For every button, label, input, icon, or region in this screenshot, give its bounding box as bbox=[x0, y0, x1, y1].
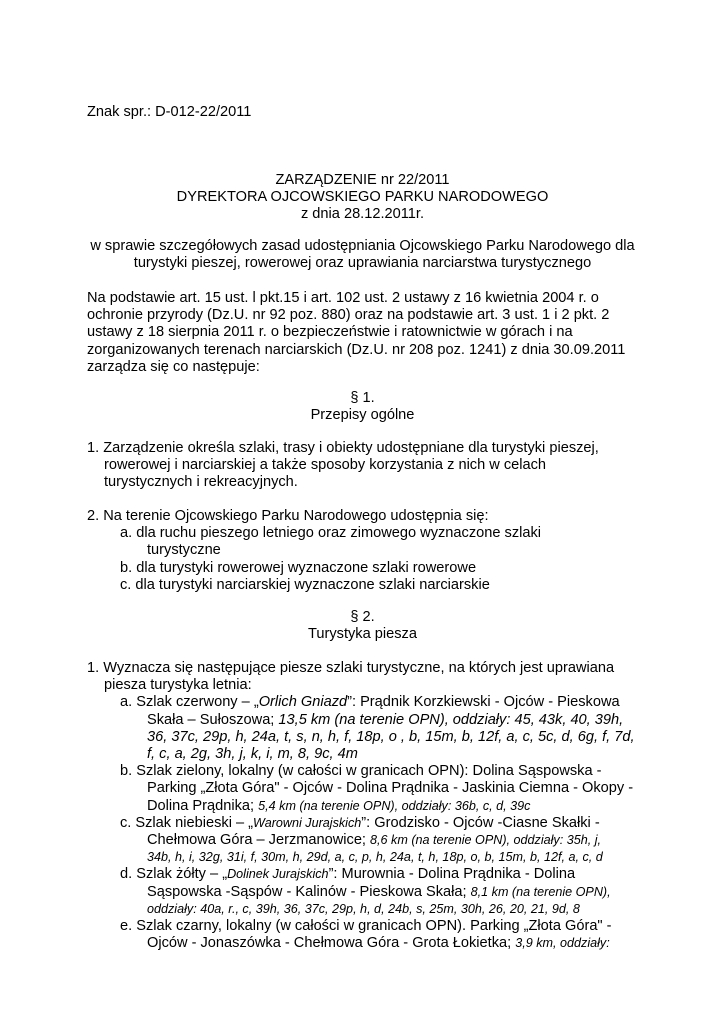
paragraph-line: zarządza się co następuje: bbox=[87, 358, 260, 375]
ordinance-date: z dnia 28.12.2011r. bbox=[300, 206, 425, 223]
trail-name: Warowni Jurajskich bbox=[253, 815, 362, 830]
trail-text: a. Szlak czerwony – „ bbox=[120, 694, 259, 711]
section-1-point-1 bbox=[87, 440, 647, 492]
section-title: Turystyka piesza bbox=[308, 626, 417, 643]
subject-line: w sprawie szczegółowych zasad udostępniania Ojcowskiego Parku Narodowego dla bbox=[90, 238, 635, 254]
trail-a-line bbox=[87, 712, 647, 729]
trail-d bbox=[87, 866, 647, 883]
legal-basis-paragraph bbox=[87, 290, 647, 376]
ordinance-subject bbox=[0, 238, 725, 272]
trail-e-line bbox=[87, 935, 647, 952]
paragraph-line: ochronie przyrody (Dz.U. nr 92 poz. 880) oraz na podstawie art. 3 ust. 1 i 2 pkt. 2 bbox=[87, 307, 610, 324]
trail-b-line bbox=[87, 798, 647, 815]
trail-c bbox=[87, 815, 647, 832]
section-1-heading bbox=[0, 390, 725, 424]
trail-d-line bbox=[87, 884, 647, 901]
list-item-line: piesza turystyka letnia: bbox=[104, 677, 252, 694]
trail-text: ”: Murownia - Dolina Prądnika - Dolina bbox=[328, 866, 576, 883]
trail-text: ”: Prądnik Korzkiewski - Ojców - Pieskowa bbox=[347, 694, 620, 711]
paragraph-line: zorganizowanych terenach narciarskich (Dz.U. nr 208 poz. 1241) z dnia 30.09.2011 bbox=[87, 341, 626, 358]
trail-name: Orlich Gniazd bbox=[258, 694, 348, 711]
trail-text: ”: Grodzisko - Ojców -Ciasne Skałki - bbox=[361, 814, 600, 831]
list-item-line: 1. Zarządzenie określa szlaki, trasy i obiekty udostępniane dla turystyki pieszej, bbox=[87, 440, 599, 456]
trail-details: 5,4 km (na terenie OPN), oddziały: 36b, c, d, 39c bbox=[258, 798, 531, 813]
list-item-line: rowerowej i narciarskiej a także sposoby korzystania z nich w celach bbox=[104, 457, 547, 474]
subject-line: turystyki pieszej, rowerowej oraz uprawiania narciarstwa turystycznego bbox=[133, 255, 592, 272]
sub-item-line: turystyczne bbox=[147, 542, 221, 559]
ordinance-header bbox=[0, 172, 725, 224]
section-title: Przepisy ogólne bbox=[310, 407, 415, 424]
section-mark: § 1. bbox=[350, 390, 375, 406]
trail-details: 34b, h, i, 32g, 31i, f, 30m, h, 29d, a, c, p, h, 24a, t, h, 18p, o, b, 15m, b, 12f, a, c, d bbox=[147, 850, 603, 865]
sub-item-line: a. dla ruchu pieszego letniego oraz zimowego wyznaczone szlaki bbox=[120, 525, 542, 542]
list-item-line: turystycznych i rekreacyjnych. bbox=[104, 474, 298, 491]
trail-c-line bbox=[87, 832, 647, 849]
trail-details: 13,5 km (na terenie OPN), oddziały: 45, 43k, 40, 39h, bbox=[278, 711, 624, 728]
trail-e: e. Szlak czarny, lokalny (w całości w granicach OPN). Parking „Złota Góra" - bbox=[120, 918, 612, 935]
section-1-point-2 bbox=[87, 508, 647, 594]
list-item-line: 1. Wyznacza się następujące piesze szlaki turystyczne, na których jest uprawiana bbox=[87, 660, 615, 676]
ordinance-title: ZARZĄDZENIE nr 22/2011 bbox=[275, 172, 450, 188]
trail-name: Dolinek Jurajskich bbox=[227, 867, 329, 882]
section-2-point-1 bbox=[87, 660, 647, 952]
trail-text: c. Szlak niebieski – „ bbox=[120, 814, 254, 831]
trail-text: d. Szlak żółty – „ bbox=[120, 866, 228, 883]
section-mark: § 2. bbox=[350, 609, 375, 625]
list-item-line: 2. Na terenie Ojcowskiego Parku Narodowego udostępnia się: bbox=[87, 508, 489, 524]
trail-text: Chełmowa Góra – Jerzmanowice; bbox=[147, 832, 371, 849]
trail-details: f, c, a, 2g, 3h, j, k, i, m, 8, 9c, 4m bbox=[147, 746, 358, 763]
trail-details: 36, 37c, 29p, h, 24a, t, s, n, h, f, 18p, o , b, 15m, b, 12f, a, c, 5c, d, 6g, f, 7d, bbox=[147, 728, 635, 745]
sub-item-line: c. dla turystyki narciarskiej wyznaczone szlaki narciarskie bbox=[120, 576, 490, 593]
issuer-name: DYREKTORA OJCOWSKIEGO PARKU NARODOWEGO bbox=[176, 189, 549, 206]
trail-details: oddziały: 40a, r., c, 39h, 36, 37c, 29p, h, d, 24b, s, 25m, 30h, 26, 20, 21, 9d, 8 bbox=[147, 901, 580, 916]
trail-text: Dolina Prądnika; bbox=[147, 797, 259, 814]
trail-text: Ojców - Jonaszówka - Chełmowa Góra - Grota Łokietka; bbox=[147, 935, 516, 952]
trail-details: 8,6 km (na terenie OPN), oddziały: 35h, j, bbox=[370, 833, 602, 848]
trail-details: 8,1 km (na terenie OPN), bbox=[470, 884, 611, 899]
section-2-heading bbox=[0, 609, 725, 643]
reference-number: Znak spr.: D-012-22/2011 bbox=[87, 104, 252, 120]
trail-details: 3,9 km, oddziały: bbox=[515, 936, 610, 951]
trail-text: Skała – Sułoszowa; bbox=[147, 711, 279, 728]
paragraph-line: Na podstawie art. 15 ust. l pkt.15 i art. 102 ust. 2 ustawy z 16 kwietnia 2004 r. o bbox=[87, 290, 599, 306]
trail-a bbox=[87, 694, 647, 711]
trail-text: Parking „Złota Góra" - Ojców - Dolina Prądnika - Jaskinia Ciemna - Okopy - bbox=[147, 780, 634, 797]
sub-item-line: b. dla turystyki rowerowej wyznaczone szlaki rowerowe bbox=[120, 559, 477, 576]
paragraph-line: ustawy z 18 sierpnia 2011 r. o bezpieczeństwie i ratownictwie w górach i na bbox=[87, 324, 573, 341]
trail-b: b. Szlak zielony, lokalny (w całości w granicach OPN): Dolina Sąspowska - bbox=[120, 763, 602, 780]
trail-text: Sąspowska -Sąspów - Kalinów - Pieskowa Skała; bbox=[147, 883, 471, 900]
